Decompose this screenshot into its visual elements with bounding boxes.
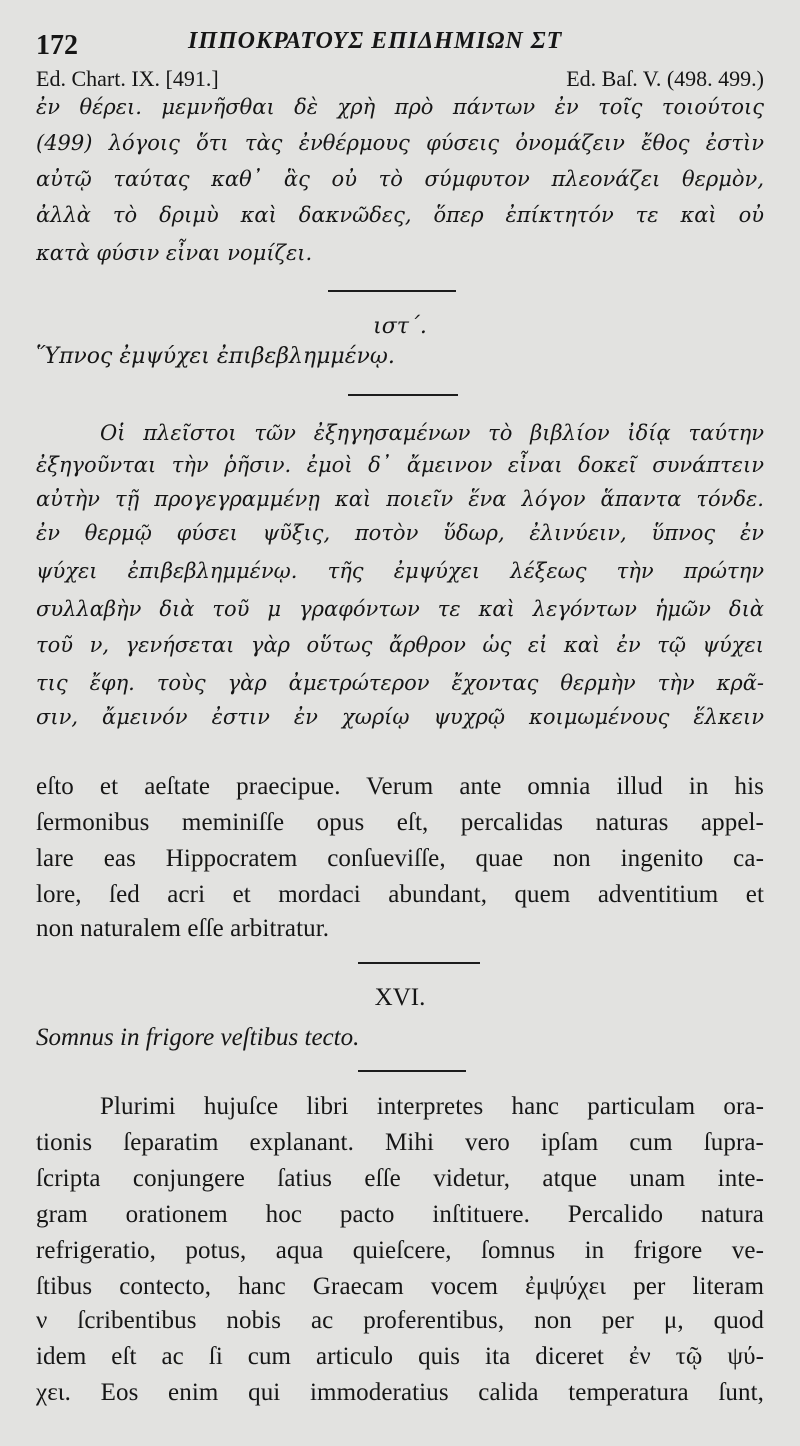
greek-line: ἐν θέρει. μεμνῆσθαι δὲ χρὴ πρὸ πάντων ἐν τοῖς τοιούτοις	[36, 95, 764, 119]
page-number: 172	[36, 30, 78, 61]
latin-line: Plurimi hujuſce libri interpretes hanc particulam ora-	[100, 1093, 764, 1120]
greek-line: ἐξηγοῦνται τὴν ῥῆσιν. ἐμοὶ δ᾽ ἄμεινον εἶναι δοκεῖ συνάπτειν	[36, 453, 764, 477]
edition-reference-left: Ed. Chart. IX. [491.]	[36, 66, 219, 91]
section-rule	[358, 962, 480, 964]
latin-section-number: XVI.	[374, 984, 426, 1011]
section-rule	[358, 1070, 466, 1072]
greek-line: συλλαβὴν διὰ τοῦ μ γραφόντων τε καὶ λεγόντων ἡμῶν διὰ	[36, 597, 764, 621]
greek-section-number: ιστ΄.	[373, 314, 427, 339]
greek-line: αὐτὴν τῇ προγεγραμμένῃ καὶ ποιεῖν ἕνα λόγον ἅπαντα τόνδε.	[36, 487, 764, 511]
latin-line: ſermonibus meminiſſe opus eſt, percalidas naturas appel-	[36, 809, 764, 836]
section-rule	[328, 290, 456, 292]
latin-line: lare eas Hippocratem conſueviſſe, quae non ingenito ca-	[36, 845, 764, 872]
latin-line: ν ſcribentibus nobis ac proferentibus, non per μ, quod	[36, 1307, 764, 1334]
greek-lemma: Ὕπνος ἐμψύχει ἐπιβεβλημμένῳ.	[36, 344, 395, 369]
latin-line: ſcripta conjungere ſatius eſſe videtur, atque unam inte-	[36, 1165, 764, 1192]
section-rule	[348, 394, 458, 396]
greek-line: ἀλλὰ τὸ δριμὺ καὶ δακνῶδες, ὅπερ ἐπίκτητόν τε καὶ οὐ	[36, 203, 764, 227]
latin-line: eſto et aeſtate praecipue. Verum ante omnia illud in his	[36, 773, 764, 800]
latin-line: χει. Eos enim qui immoderatius calida temperatura ſunt,	[36, 1379, 764, 1406]
latin-line: gram orationem hoc pacto inſtituere. Percalido natura	[36, 1201, 764, 1228]
greek-line: αὐτῷ ταύτας καθ᾽ ἃς οὐ τὸ σύμφυτον πλεονάζει θερμὸν,	[36, 167, 764, 191]
latin-line: ſtibus contecto, hanc Graecam vocem ἐμψύχει per literam	[36, 1273, 764, 1300]
greek-line: σιν, ἄμεινόν ἐστιν ἐν χωρίῳ ψυχρῷ κοιμωμένους ἕλκειν	[36, 705, 764, 729]
latin-line: idem eſt ac ſi cum articulo quis ita diceret ἐν τῷ ψύ-	[36, 1343, 764, 1370]
edition-reference-right: Ed. Baſ. V. (498. 499.)	[566, 66, 764, 91]
latin-line: refrigeratio, potus, aqua quieſcere, ſomnus in frigore ve-	[36, 1237, 764, 1264]
greek-line: κατὰ φύσιν εἶναι νομίζει.	[36, 241, 313, 265]
greek-line: Οἱ πλεῖστοι τῶν ἐξηγησαμένων τὸ βιβλίον ἰδίᾳ ταύτην	[100, 421, 764, 445]
latin-lemma: Somnus in frigore veſtibus tecto.	[36, 1024, 360, 1051]
latin-line: non naturalem eſſe arbitratur.	[36, 915, 330, 942]
running-title: ΙΠΠΟΚΡΑΤΟΥΣ ΕΠΙΔΗΜΙΩΝ ΣΤ	[188, 28, 563, 54]
greek-line: ἐν θερμῷ φύσει ψῦξις, ποτὸν ὕδωρ, ἐλινύειν, ὕπνος ἐν	[36, 521, 764, 545]
greek-line: τις ἔφη. τοὺς γὰρ ἀμετρώτερον ἔχοντας θερμὴν τὴν κρᾶ-	[36, 671, 764, 695]
greek-line: τοῦ ν, γενήσεται γὰρ οὕτως ἄρθρον ὡς εἰ καὶ ἐν τῷ ψύχει	[36, 633, 764, 657]
greek-line: ψύχει ἐπιβεβλημμένῳ. τῆς ἐμψύχει λέξεως τὴν πρώτην	[36, 559, 764, 583]
latin-line: lore, ſed acri et mordaci abundant, quem adventitium et	[36, 881, 764, 908]
latin-line: tionis ſeparatim explanant. Mihi vero ipſam cum ſupra-	[36, 1129, 764, 1156]
greek-line: (499) λόγοις ὅτι τὰς ἐνθέρμους φύσεις ὀνομάζειν ἔθος ἐστὶν	[36, 131, 764, 155]
